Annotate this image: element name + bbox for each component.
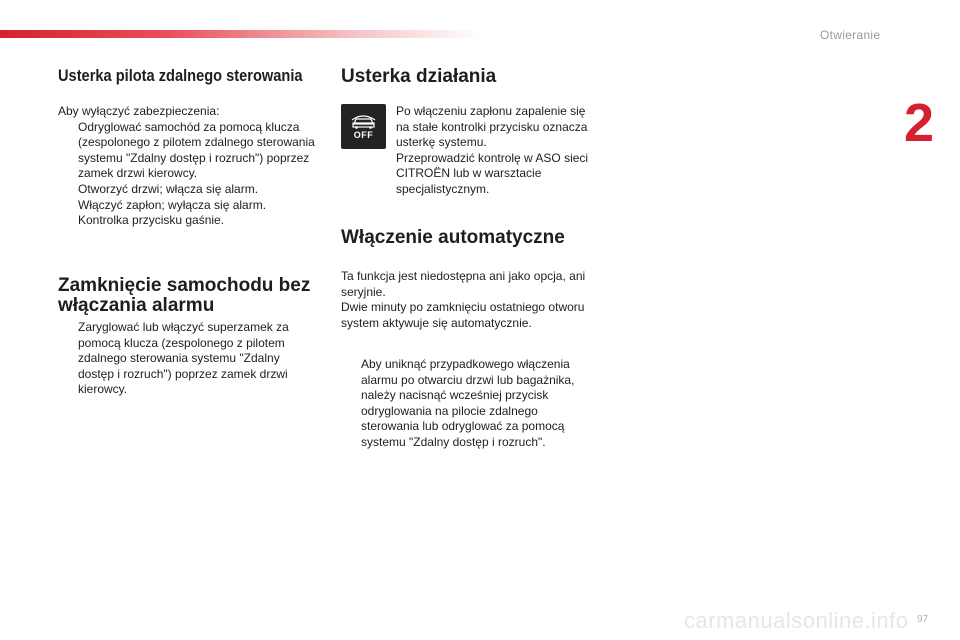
list-item bbox=[58, 120, 320, 182]
list-item-text: Otworzyć drzwi; włącza się alarm. bbox=[78, 181, 259, 196]
malfunction-advice: Przeprowadzić kontrolę w ASO sieci CITROËN lub w warsztacie specjalistycznym. bbox=[396, 150, 589, 196]
malfunction-title: Usterka działania bbox=[341, 66, 497, 87]
auto-activation-tip bbox=[341, 357, 591, 451]
bullet-icon bbox=[341, 357, 361, 451]
list-item bbox=[341, 357, 591, 451]
watermark: carmanualsonline.info bbox=[684, 608, 909, 633]
list-item bbox=[58, 182, 320, 198]
remote-fault-body bbox=[58, 104, 320, 229]
list-item-text: Aby uniknąć przypadkowego włączenia alarmu po otwarciu drzwi lub bagażnika, należy nacisnąć wcześniej przycisk odryglowania na pilocie zdalnego sterowania lub odryglować za pomocą systemu "Zdalny dostęp i rozruch". bbox=[361, 357, 575, 449]
bullet-icon bbox=[58, 120, 78, 182]
page-number: 97 bbox=[917, 614, 929, 625]
malfunction-body bbox=[396, 104, 598, 198]
list-item-text: Włączyć zapłon; wyłącza się alarm. Kontrolka przycisku gaśnie. bbox=[78, 197, 267, 228]
auto-activation-body bbox=[341, 269, 597, 331]
list-item-text: Odryglować samochód za pomocą klucza (zespolonego z pilotem zdalnego sterowania systemu "Zdalny dostęp i rozruch") poprzez zamek drzwi kierowcy. bbox=[78, 119, 315, 181]
list-item-text: Zaryglować lub włączyć superzamek za pomocą klucza (zespolonego z pilotem zdalnego sterowania systemu "Zdalny dostęp i rozruch") poprzez zamek drzwi kierowcy. bbox=[78, 320, 289, 397]
chapter-number: 2 bbox=[904, 93, 935, 153]
auto-activation-text: Ta funkcja jest niedostępna ani jako opcja, ani seryjnie. bbox=[341, 269, 586, 299]
malfunction-text: Po włączeniu zapłonu zapalenie się na stałe kontrolki przycisku oznacza usterkę systemu. bbox=[396, 104, 588, 150]
alarm-off-label: OFF bbox=[353, 130, 374, 140]
auto-activation-title: Włączenie automatyczne bbox=[341, 227, 565, 248]
lock-without-alarm-body bbox=[58, 320, 303, 398]
remote-fault-intro: Aby wyłączyć zabezpieczenia: bbox=[58, 104, 220, 118]
section-label: Otwieranie bbox=[820, 28, 881, 42]
bullet-icon bbox=[58, 182, 78, 198]
list-item bbox=[58, 198, 320, 229]
header-accent-bar bbox=[0, 30, 480, 38]
auto-activation-text: Dwie minuty po zamknięciu ostatniego otworu system aktywuje się automatycznie. bbox=[341, 300, 585, 330]
remote-fault-title: Usterka pilota zdalnego sterowania bbox=[58, 66, 303, 85]
alarm-off-warning-icon bbox=[341, 104, 386, 149]
list-item bbox=[58, 320, 303, 398]
lock-without-alarm-title: Zamknięcie samochodu bez włączania alarmu bbox=[58, 275, 311, 316]
bullet-icon bbox=[58, 198, 78, 229]
bullet-icon bbox=[58, 320, 78, 398]
